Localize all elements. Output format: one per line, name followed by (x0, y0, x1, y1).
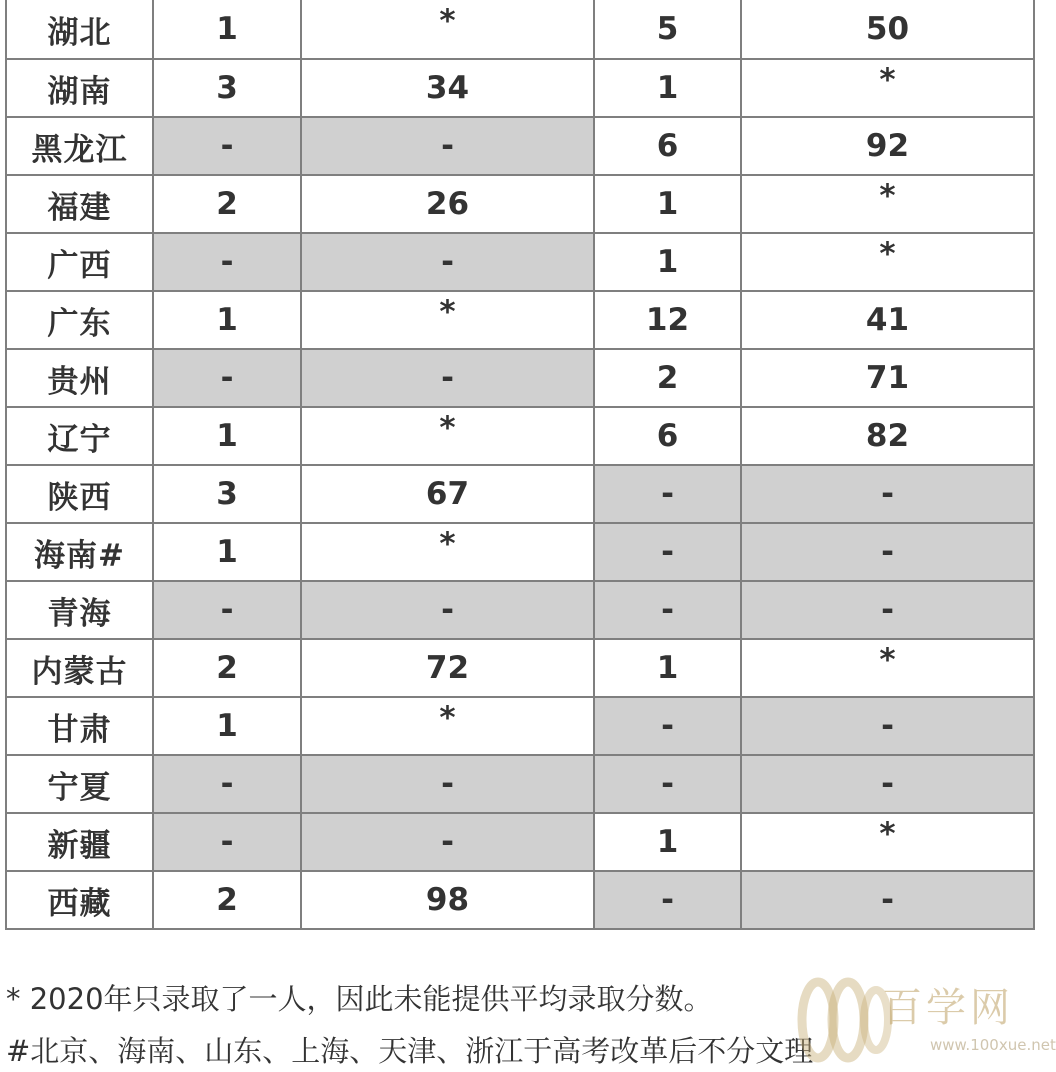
cell-value: - (220, 128, 234, 164)
cell-value: 1 (656, 650, 679, 686)
value-cell-col3 (594, 117, 741, 175)
cell-value: - (881, 592, 894, 628)
table-row (6, 523, 1034, 581)
table-row (6, 813, 1034, 871)
value-cell-col2 (301, 117, 594, 175)
watermark-text: 百学网 (882, 985, 1014, 1031)
cell-value: 1 (656, 186, 679, 222)
province-cell: 广东 (6, 291, 153, 349)
value-cell-col2 (301, 233, 594, 291)
cell-value: 26 (425, 186, 470, 222)
cell-value: 5 (656, 11, 679, 47)
table-row (6, 59, 1034, 117)
value-cell-col4 (741, 813, 1034, 871)
cell-value: - (441, 824, 454, 860)
value-cell-col4 (741, 581, 1034, 639)
value-cell-col2 (301, 291, 594, 349)
table-row (6, 755, 1034, 813)
province-cell: 甘肃 (6, 697, 153, 755)
cell-value: - (220, 244, 234, 280)
cell-value: 1 (656, 824, 679, 860)
province-cell: 海南# (6, 523, 153, 581)
cell-value: 1 (656, 70, 679, 106)
table-row (6, 291, 1034, 349)
province-cell: 西藏 (6, 871, 153, 929)
value-cell-col3 (594, 465, 741, 523)
cell-value: * (879, 642, 896, 678)
cell-value: - (661, 476, 674, 512)
value-cell-col2 (301, 407, 594, 465)
province-cell: 陕西 (6, 465, 153, 523)
cell-value: 1 (216, 302, 238, 338)
value-cell-col1 (153, 581, 301, 639)
cell-value: 41 (865, 302, 910, 338)
cell-value: 71 (865, 360, 910, 396)
province-cell: 广西 (6, 233, 153, 291)
cell-value: 2 (656, 360, 679, 396)
table-row (6, 465, 1034, 523)
cell-value: - (661, 708, 674, 744)
value-cell-col1 (153, 523, 301, 581)
value-cell-col2 (301, 755, 594, 813)
cell-value: - (441, 592, 454, 628)
table-row (6, 639, 1034, 697)
cell-value: - (881, 476, 894, 512)
value-cell-col4 (741, 639, 1034, 697)
value-cell-col1 (153, 117, 301, 175)
table-body (6, 0, 1034, 929)
cell-value: * (879, 178, 896, 214)
cell-value: * (879, 816, 896, 852)
value-cell-col4 (741, 523, 1034, 581)
province-cell: 辽宁 (6, 407, 153, 465)
value-cell-col1 (153, 233, 301, 291)
value-cell-col1 (153, 59, 301, 117)
value-cell-col1 (153, 755, 301, 813)
value-cell-col2 (301, 465, 594, 523)
province-cell: 湖南 (6, 59, 153, 117)
cell-value: * (879, 62, 896, 98)
value-cell-col2 (301, 639, 594, 697)
cell-value: - (881, 534, 894, 570)
cell-value: - (220, 360, 234, 396)
province-cell: 贵州 (6, 349, 153, 407)
value-cell-col1 (153, 407, 301, 465)
value-cell-col4 (741, 755, 1034, 813)
value-cell-col1 (153, 813, 301, 871)
value-cell-col2 (301, 871, 594, 929)
province-cell: 新疆 (6, 813, 153, 871)
value-cell-col2 (301, 813, 594, 871)
cell-value: 34 (425, 70, 470, 106)
value-cell-col3 (594, 871, 741, 929)
cell-value: 3 (216, 476, 238, 512)
cell-value: - (661, 592, 674, 628)
footnote-single-admission: * 2020年只录取了一人，因此未能提供平均录取分数。 (6, 982, 713, 1016)
value-cell-col4 (741, 871, 1034, 929)
cell-value: 98 (425, 882, 470, 918)
cell-value: 6 (656, 128, 679, 164)
value-cell-col3 (594, 59, 741, 117)
value-cell-col4 (741, 175, 1034, 233)
value-cell-col2 (301, 59, 594, 117)
cell-value: 92 (865, 128, 910, 164)
value-cell-col2 (301, 175, 594, 233)
value-cell-col3 (594, 291, 741, 349)
cell-value: - (661, 534, 674, 570)
value-cell-col4 (741, 233, 1034, 291)
province-cell: 福建 (6, 175, 153, 233)
cell-value: * (439, 3, 456, 39)
cell-value: - (441, 766, 454, 802)
table-row (6, 233, 1034, 291)
table-row (6, 407, 1034, 465)
value-cell-col4 (741, 117, 1034, 175)
cell-value: - (441, 128, 454, 164)
value-cell-col2 (301, 0, 594, 59)
value-cell-col4 (741, 407, 1034, 465)
table-row (6, 117, 1034, 175)
table-row (6, 0, 1034, 59)
value-cell-col1 (153, 0, 301, 59)
cell-value: 2 (216, 882, 238, 918)
value-cell-col3 (594, 755, 741, 813)
cell-value: * (439, 700, 456, 736)
value-cell-col4 (741, 291, 1034, 349)
cell-value: - (220, 592, 234, 628)
value-cell-col3 (594, 175, 741, 233)
value-cell-col3 (594, 581, 741, 639)
value-cell-col2 (301, 581, 594, 639)
province-cell: 青海 (6, 581, 153, 639)
cell-value: 1 (216, 534, 238, 570)
province-cell: 宁夏 (6, 755, 153, 813)
cell-value: - (220, 766, 234, 802)
table-row (6, 349, 1034, 407)
value-cell-col1 (153, 697, 301, 755)
value-cell-col2 (301, 697, 594, 755)
value-cell-col3 (594, 349, 741, 407)
footnote-no-stream-split: #北京、海南、山东、上海、天津、浙江于高考改革后不分文理 (6, 1034, 814, 1068)
cell-value: 1 (216, 418, 238, 454)
value-cell-col3 (594, 639, 741, 697)
value-cell-col3 (594, 0, 741, 59)
province-cell: 内蒙古 (6, 639, 153, 697)
cell-value: 3 (216, 70, 238, 106)
cell-value: - (661, 766, 674, 802)
cell-value: 1 (216, 11, 238, 47)
value-cell-col3 (594, 233, 741, 291)
table-row (6, 175, 1034, 233)
province-cell: 黑龙江 (6, 117, 153, 175)
cell-value: - (881, 766, 894, 802)
value-cell-col3 (594, 697, 741, 755)
cell-value: 72 (425, 650, 470, 686)
province-cell: 湖北 (6, 0, 153, 59)
watermark-url: www.100xue.net (930, 1036, 1056, 1054)
cell-value: 67 (425, 476, 470, 512)
cell-value: - (881, 708, 894, 744)
cell-value: - (661, 882, 674, 918)
cell-value: - (881, 882, 894, 918)
value-cell-col4 (741, 0, 1034, 59)
watermark-logo (790, 968, 1056, 1068)
value-cell-col1 (153, 175, 301, 233)
cell-value: * (439, 410, 456, 446)
value-cell-col1 (153, 871, 301, 929)
cell-value: - (220, 824, 234, 860)
table-row (6, 697, 1034, 755)
cell-value: - (441, 360, 454, 396)
value-cell-col1 (153, 465, 301, 523)
cell-value: 6 (656, 418, 679, 454)
cell-value: 1 (656, 244, 679, 280)
cell-value: * (439, 294, 456, 330)
cell-value: * (879, 236, 896, 272)
cell-value: 1 (216, 708, 238, 744)
cell-value: 2 (216, 650, 238, 686)
value-cell-col2 (301, 523, 594, 581)
admission-table (5, 0, 1035, 930)
table-row (6, 581, 1034, 639)
value-cell-col2 (301, 349, 594, 407)
value-cell-col1 (153, 639, 301, 697)
cell-value: 2 (216, 186, 238, 222)
value-cell-col4 (741, 349, 1034, 407)
cell-value: * (439, 526, 456, 562)
value-cell-col4 (741, 59, 1034, 117)
value-cell-col1 (153, 349, 301, 407)
value-cell-col1 (153, 291, 301, 349)
value-cell-col4 (741, 697, 1034, 755)
cell-value: - (441, 244, 454, 280)
value-cell-col3 (594, 523, 741, 581)
table-row (6, 871, 1034, 929)
cell-value: 12 (645, 302, 690, 338)
value-cell-col3 (594, 407, 741, 465)
cell-value: 50 (865, 11, 910, 47)
value-cell-col3 (594, 813, 741, 871)
value-cell-col4 (741, 465, 1034, 523)
cell-value: 82 (865, 418, 910, 454)
